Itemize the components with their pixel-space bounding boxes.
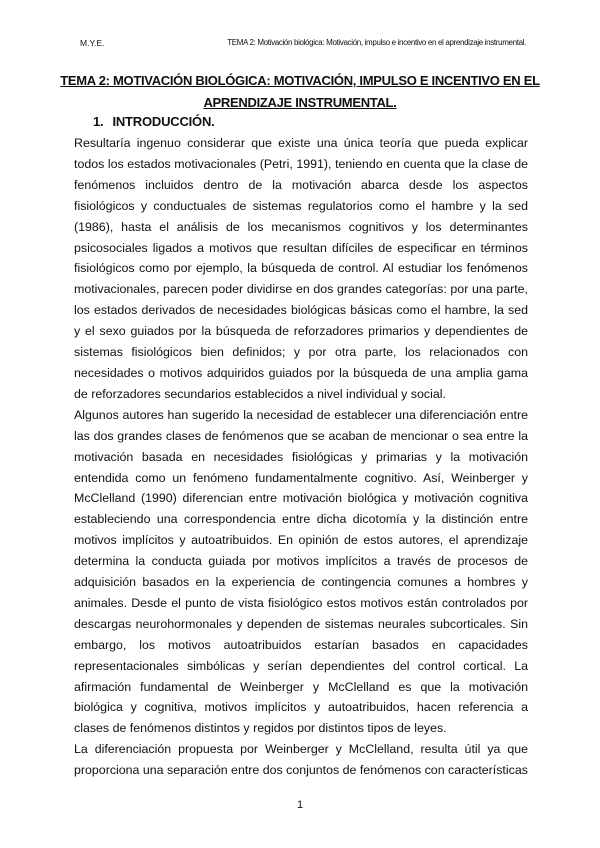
paragraph-3: La diferenciación propuesta por Weinberger y McClelland, resulta útil ya que proporciona una separación entre dos conjuntos de fenómenos con características xyxy=(74,742,528,778)
section-label: INTRODUCCIÓN. xyxy=(112,114,215,129)
header-author: M.Y.E. xyxy=(80,38,105,48)
section-number: 1. xyxy=(93,114,104,129)
document-body xyxy=(74,133,528,781)
header-running-title: TEMA 2: Motivación biológica: Motivación, impulso e incentivo en el aprendizaje instrumental. xyxy=(227,38,526,47)
paragraph-2: Algunos autores han sugerido la necesidad de establecer una diferenciación entre las dos grandes clases de fenómenos que se acaban de mencionar o sea entre la motivación basada en necesidades fisiológicas y primarias y la motivación entendida como un fenómeno fundamentalmente cognitivo. Así, Weinberger y McClelland (1990) diferencian entre motivación biológica y motivación cognitiva estableciendo una correspondencia entre dicha dicotomía y la distinción entre motivos implícitos y autoatribuidos. En opinión de estos autores, el aprendizaje determina la conducta guiada por motivos implícitos a través de procesos de adquisición basados en la experiencia de contingencia comunes a hombres y animales. Desde el punto de vista fisiológico estos motivos están controlados por descargas neurohormonales y dependen de sistemas neurales subcorticales. Sin embargo, los motivos autoatribuidos estarían basados en capacidades representacionales simbólicas y serían dependientes del control cortical. La afirmación fundamental de Weinberger y McClelland es que la motivación biológica y cognitiva, motivos implícitos y autoatribuidos, hacen referencia a clases de fenómenos distintos y regidos por distintos tipos de leyes. xyxy=(74,407,528,736)
document-title: TEMA 2: MOTIVACIÓN BIOLÓGICA: MOTIVACIÓN, IMPULSO E INCENTIVO EN EL APRENDIZAJE INSTRUMENTAL. xyxy=(60,73,540,110)
paragraph-1: Resultaría ingenuo considerar que existe una única teoría que pueda explicar todos los estados motivacionales (Petri, 1991), teniendo en cuenta que la clase de fenómenos incluidos dentro de la motivación abarca desde los aspectos fisiológicos y conductuales de sistemas regulatorios como el hambre y la sed (1986), hasta el análisis de los mecanismos cognitivos y los determinantes psicosociales ligados a motivos que resultan difíciles de especificar en términos fisiológicos como por ejemplo, la búsqueda de control. Al estudiar los fenómenos motivacionales, parecen poder dividirse en dos grandes categorías: por una parte, los estados derivados de necesidades biológicas básicas como el hambre, la sed y el sexo guiados por la búsqueda de reforzadores primarios y dependientes de sistemas fisiológicos bien definidos; y por otra parte, los relacionados con necesidades o motivos adquiridos guiados por la búsqueda de una amplia gama de reforzadores secundarios establecidos a nivel individual y social. xyxy=(74,136,528,401)
section-heading xyxy=(93,114,215,129)
page-number: 1 xyxy=(296,799,304,811)
